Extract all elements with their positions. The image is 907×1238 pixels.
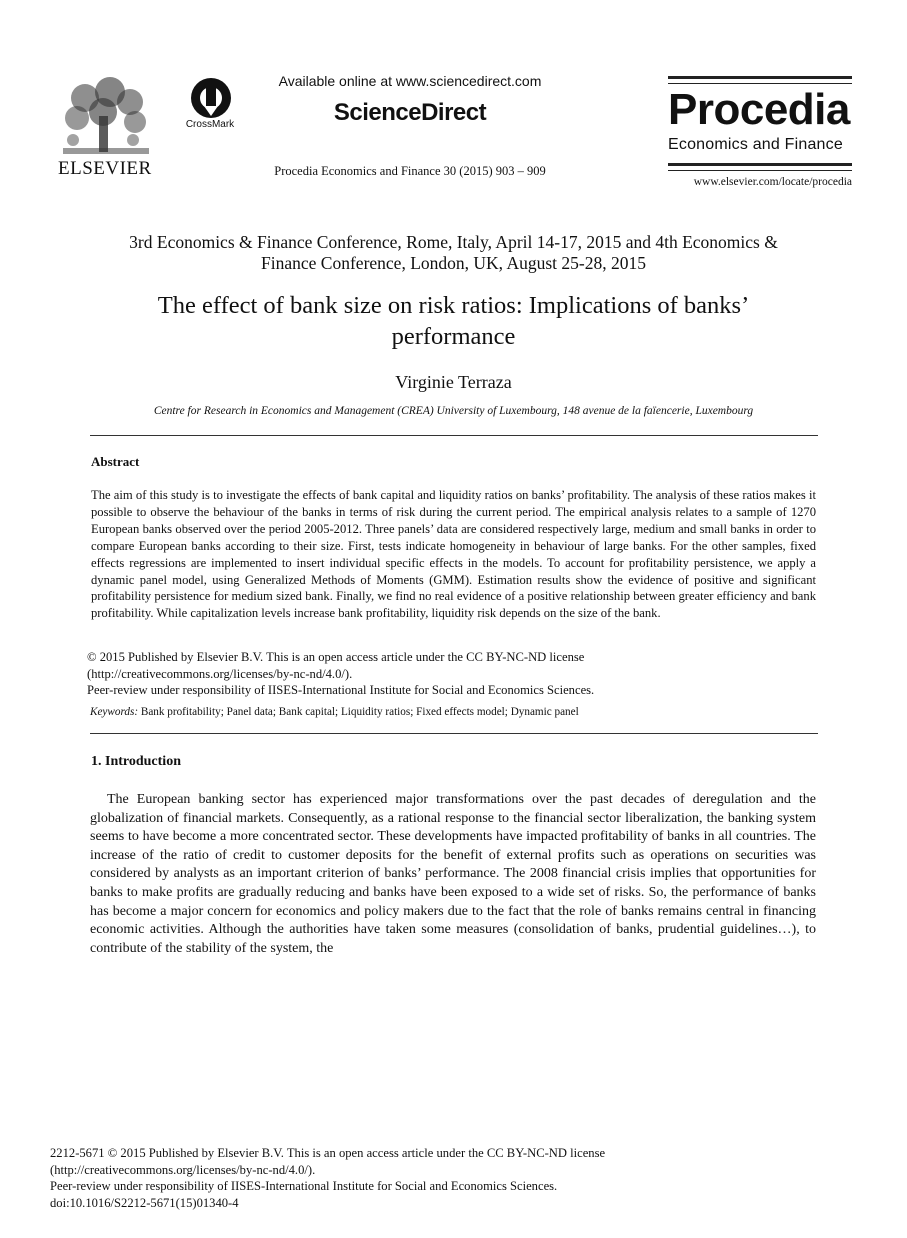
footer-license-link[interactable]: (http://creativecommons.org/licenses/by-nc-nd/4.0/). bbox=[50, 1162, 316, 1177]
page-footer bbox=[50, 1145, 850, 1212]
journal-url-link[interactable]: www.elsevier.com/locate/procedia bbox=[693, 176, 852, 188]
available-online-text: Available online at www.sciencedirect.com bbox=[278, 73, 542, 89]
copyright-line: © 2015 Published by Elsevier B.V. This is an open access article under the CC BY-NC-ND license bbox=[87, 650, 585, 664]
divider bbox=[90, 435, 818, 436]
journal-reference: Procedia Economics and Finance 30 (2015) 903 – 909 bbox=[274, 164, 546, 178]
keywords bbox=[90, 706, 820, 718]
author-name: Virginie Terraza bbox=[395, 372, 512, 392]
procedia-rule bbox=[668, 76, 852, 79]
divider bbox=[90, 733, 818, 734]
license-link[interactable]: (http://creativecommons.org/licenses/by-nc-nd/4.0/). bbox=[87, 666, 353, 681]
peer-review-note: Peer-review under responsibility of IISES-International Institute for Social and Economics Sciences. bbox=[87, 683, 595, 697]
procedia-rule bbox=[668, 170, 852, 171]
paper-title-line: performance bbox=[391, 323, 516, 350]
footer-doi[interactable]: doi:10.1016/S2212-5671(15)01340-4 bbox=[50, 1196, 239, 1211]
journal-subtitle: Economics and Finance bbox=[668, 136, 843, 153]
footer-peer-review: Peer-review under responsibility of IISES-International Institute for Social and Economics Sciences. bbox=[50, 1179, 558, 1194]
author-affiliation: Centre for Research in Economics and Management (CREA) University of Luxembourg, 148 avenue de la faïencerie, Luxembourg bbox=[153, 405, 754, 417]
section-heading: 1. Introduction bbox=[91, 754, 181, 769]
paper-title-line: The effect of bank size on risk ratios: Implications of banks’ bbox=[157, 292, 750, 319]
procedia-rule bbox=[668, 83, 852, 84]
footer-issn-line: 2212-5671 © 2015 Published by Elsevier B.V. This is an open access article under the CC BY-NC-ND license bbox=[50, 1146, 606, 1160]
conference-line: 3rd Economics & Finance Conference, Rome, Italy, April 14-17, 2015 and 4th Economics & bbox=[129, 232, 778, 252]
section-body: The European banking sector has experienced major transformations over the past decades of deregulation and the globalization of financial markets. Consequently, as a rational response to the financial sector liberalization, the banking system seems to have become a more concentrated sector. These developments have impacted profitability of banks in all countries. The increase of the ratio of credit to customer deposits for the benefit of external profits such as operations on securities was considered by analysts as an important criterion of banks’ performance. The 2008 financial crisis implies that opportunities for banks to make profits are gradually reducing and banks have been exposed to a wide set of risks. So, the performance of banks has become a major concern for economics and policy makers due to the fact that the role of banks remains central in financing economic activities. Although the authorities have taken some measures (consolidation of banks, prudential guidelines…), to contribute of the stability of the system, the bbox=[90, 792, 816, 956]
abstract-body: The aim of this study is to investigate the effects of bank capital and liquidity ratios on banks’ profitability. The analysis of these ratios makes it possible to observe the behaviour of the banks in terms of risk during the current period. The empirical analysis relates to a sample of 1270 European banks observed over the period 2005-2012. Three panels’ data are considered respectively large, medium and small banks in order to compare European banks according to their size. First, tests indicate homogeneity in behaviour of large banks. For the other samples, fixed effects regressions are implemented to insert individual specific effects in the models. To account for profitability persistence, we apply a dynamic panel model, using Generalized Methods of Moments (GMM). Estimation results show the evidence of positive and significant profitability persistence for medium sized bank. Finally, we find no real evidence of a positive relationship between greater efficiency and bank profitability. While capitalization levels increase bank profitability, liquidity risk depends on the size of the bank. bbox=[91, 488, 816, 621]
publisher-name: ELSEVIER bbox=[58, 158, 152, 179]
crossmark-label: CrossMark bbox=[185, 119, 235, 130]
sciencedirect-logo[interactable]: ScienceDirect bbox=[333, 99, 487, 126]
copyright-notice bbox=[87, 649, 817, 683]
keywords-label: Keywords: bbox=[90, 706, 139, 718]
journal-brand: Procedia bbox=[668, 85, 850, 134]
conference-info bbox=[60, 232, 847, 274]
paper-title bbox=[60, 290, 847, 352]
procedia-rule bbox=[668, 163, 852, 166]
conference-line: Finance Conference, London, UK, August 25-28, 2015 bbox=[261, 253, 646, 273]
abstract-heading: Abstract bbox=[91, 454, 140, 469]
keywords-list: Bank profitability; Panel data; Bank capital; Liquidity ratios; Fixed effects model; Dynamic panel bbox=[138, 706, 579, 718]
